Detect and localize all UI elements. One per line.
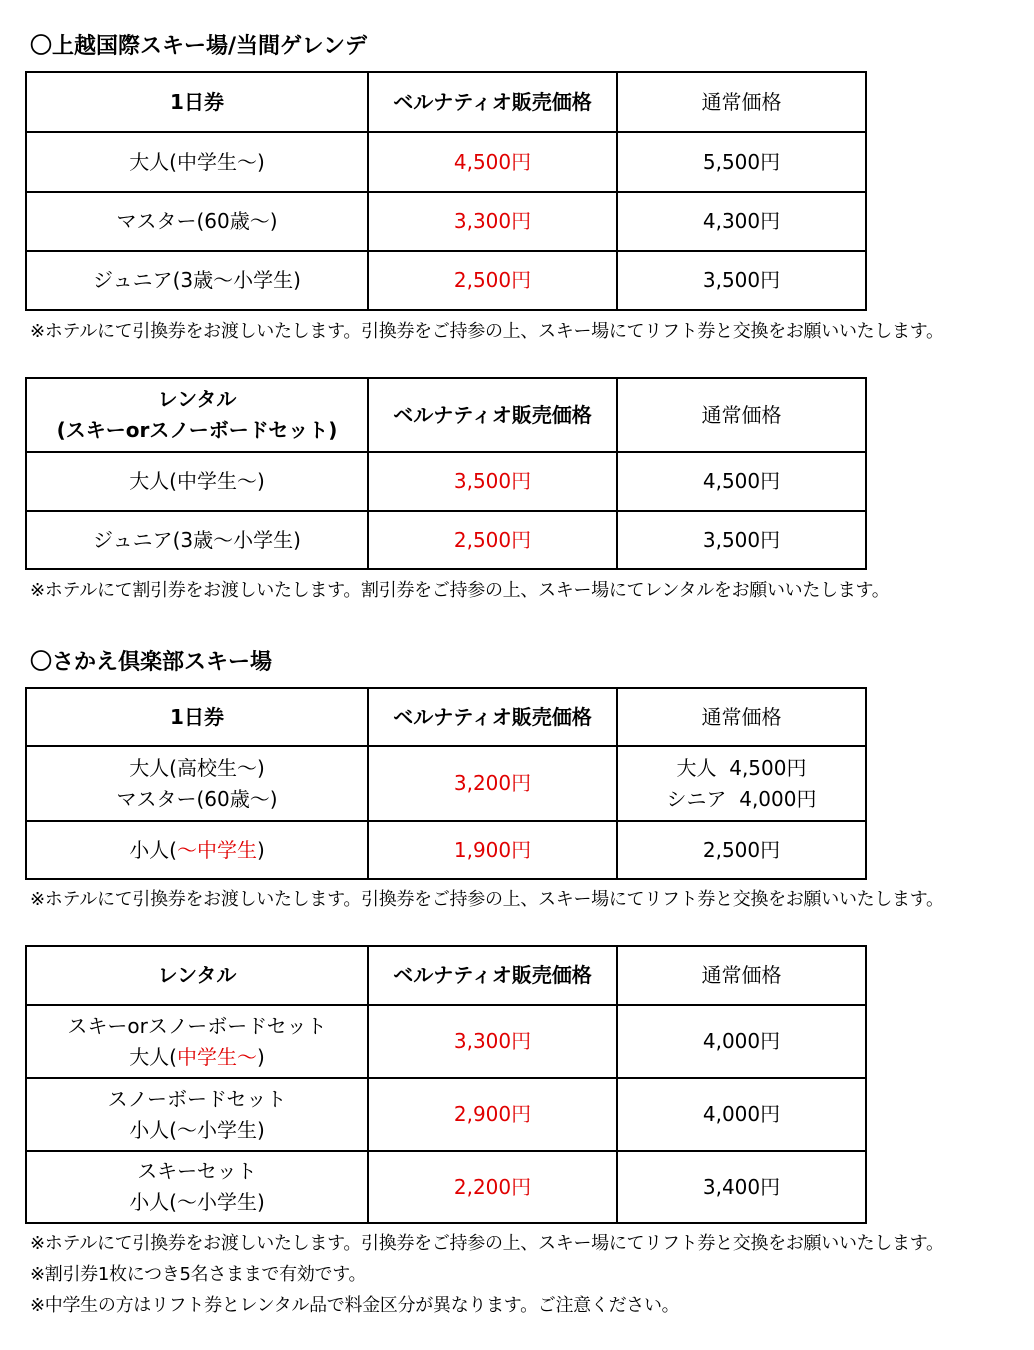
regular-price-type: シニア [666, 786, 727, 811]
row-label: 大人(中学生～) [26, 452, 368, 511]
note-text: ※ホテルにて割引券をお渡しいたします。割引券をご持参の上、スキー場にてレンタルをお願いいたします。 [30, 580, 890, 601]
table-row [26, 452, 866, 511]
regular-price-line2 [618, 784, 865, 815]
regular-price: 3,500円 [617, 251, 866, 310]
note-text: ※ホテルにて引換券をお渡しいたします。引換券をご持参の上、スキー場にてリフト券と交換をお願いいたします。 [30, 321, 944, 342]
row-label-highlight: 中学生～ [177, 1044, 257, 1069]
sale-price: 1,900円 [368, 821, 617, 879]
regular-price: 4,300円 [617, 192, 866, 251]
row-label-line2: 小人(～小学生) [129, 1190, 265, 1214]
header-sale-price: ベルナティオ販売価格 [368, 72, 617, 132]
row-label [26, 1078, 368, 1151]
sale-price: 2,500円 [368, 511, 617, 569]
row-label-prefix: 小人( [129, 837, 177, 862]
row-label [26, 1151, 368, 1223]
row-label-line2 [27, 1042, 367, 1073]
regular-price [617, 746, 866, 821]
header-regular-price: 通常価格 [617, 688, 866, 746]
regular-price: 3,400円 [617, 1151, 866, 1223]
row-label [26, 821, 368, 879]
regular-price: 3,500円 [617, 511, 866, 569]
header-sale-price: ベルナティオ販売価格 [368, 688, 617, 746]
table-row [26, 251, 866, 310]
table-row [26, 821, 866, 879]
row-label-line1: スキーセット [137, 1159, 257, 1183]
section-title-joetsu: 〇上越国際スキー場/当間ゲレンデ [30, 34, 368, 59]
regular-price: 2,500円 [617, 821, 866, 879]
header-regular-price: 通常価格 [617, 946, 866, 1005]
regular-price-line1 [618, 753, 865, 784]
row-label-line1: 大人(高校生～) [129, 755, 265, 780]
header-rental [26, 378, 368, 452]
note-text: ※中学生の方はリフト券とレンタル品で料金区分が異なります。ご注意ください。 [30, 1295, 680, 1316]
row-label-line2: 小人(～小学生) [129, 1117, 265, 1142]
sale-price: 2,500円 [368, 251, 617, 310]
table-row [26, 1005, 866, 1078]
table-row [26, 511, 866, 569]
row-label-line1: スノーボードセット [107, 1086, 287, 1111]
row-label-line1: スキーorスノーボードセット [67, 1013, 327, 1038]
section-title-sakae: 〇さかえ倶楽部スキー場 [30, 650, 273, 675]
sale-price: 3,300円 [368, 192, 617, 251]
table-row [26, 1151, 866, 1223]
row-label [26, 746, 368, 821]
table-header-row [26, 946, 866, 1005]
regular-price: 5,500円 [617, 132, 866, 192]
note-text: ※ホテルにて引換券をお渡しいたします。引換券をご持参の上、スキー場にてリフト券と交換をお願いいたします。 [30, 889, 944, 910]
header-sale-price: ベルナティオ販売価格 [368, 946, 617, 1005]
regular-price: 4,000円 [617, 1005, 866, 1078]
header-rental-line2: (スキーorスノーボードセット) [56, 418, 338, 442]
header-regular-price: 通常価格 [617, 378, 866, 452]
regular-price-value: 4,500円 [729, 755, 807, 780]
row-label: ジュニア(3歳～小学生) [26, 251, 368, 310]
regular-price-type: 大人 [676, 755, 717, 780]
sakae-rental-table [25, 945, 867, 1224]
joetsu-rental-table [25, 377, 867, 570]
sakae-lift-table [25, 687, 867, 880]
sale-price: 2,200円 [368, 1151, 617, 1223]
sale-price: 3,500円 [368, 452, 617, 511]
header-rental: レンタル [26, 946, 368, 1005]
regular-price: 4,500円 [617, 452, 866, 511]
row-label: ジュニア(3歳～小学生) [26, 511, 368, 569]
table-row [26, 746, 866, 821]
table-header-row [26, 688, 866, 746]
table-row [26, 192, 866, 251]
table-header-row [26, 72, 866, 132]
regular-price: 4,000円 [617, 1078, 866, 1151]
header-rental-line1: レンタル [157, 387, 237, 411]
sale-price: 4,500円 [368, 132, 617, 192]
row-label-prefix: 大人( [129, 1044, 177, 1069]
row-label: マスター(60歳～) [26, 192, 368, 251]
row-label-line2: マスター(60歳～) [116, 786, 278, 811]
note-text: ※割引券1枚につき5名さままで有効です。 [30, 1264, 367, 1285]
row-label-suffix: ) [257, 837, 265, 862]
row-label-suffix: ) [257, 1044, 265, 1069]
regular-price-value: 4,000円 [739, 786, 817, 811]
header-ticket: 1日券 [26, 688, 368, 746]
sale-price: 2,900円 [368, 1078, 617, 1151]
row-label: 大人(中学生～) [26, 132, 368, 192]
table-header-row [26, 378, 866, 452]
sale-price: 3,300円 [368, 1005, 617, 1078]
header-sale-price: ベルナティオ販売価格 [368, 378, 617, 452]
table-row [26, 1078, 866, 1151]
row-label [26, 1005, 368, 1078]
note-text: ※ホテルにて引換券をお渡しいたします。引換券をご持参の上、スキー場にてリフト券と交換をお願いいたします。 [30, 1233, 944, 1254]
header-regular-price: 通常価格 [617, 72, 866, 132]
row-label-highlight: ～中学生 [177, 837, 257, 862]
sale-price: 3,200円 [368, 746, 617, 821]
joetsu-lift-table [25, 71, 867, 311]
table-row [26, 132, 866, 192]
header-ticket: 1日券 [26, 72, 368, 132]
